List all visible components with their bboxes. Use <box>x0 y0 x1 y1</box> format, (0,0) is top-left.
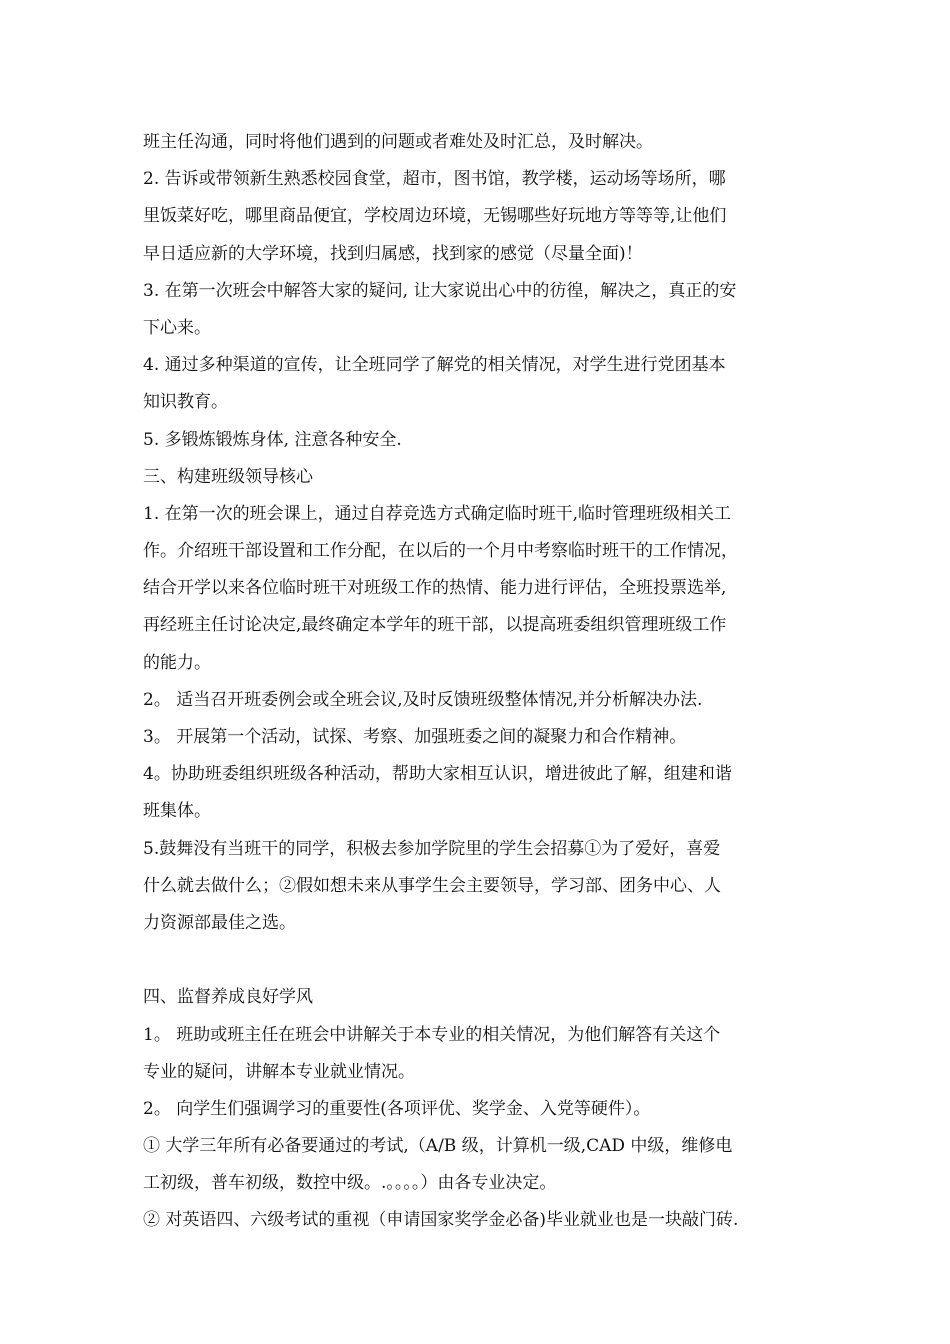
list-item-2: 2。 适当召开班委例会或全班会议,及时反馈班级整体情况,并分析解决办法. <box>143 689 703 710</box>
list-item-3: 3. 在第一次班会中解答大家的疑问, 让大家说出心中的彷徨，解决之，真正的安 <box>143 280 737 301</box>
list-item-5: 5. 多锻炼锻炼身体, 注意各种安全. <box>143 429 402 450</box>
blank-line <box>143 942 833 979</box>
list-item-1: 1. 在第一次的班会课上，通过自荐竞选方式确定临时班干,临时管理班级相关工 <box>143 503 732 524</box>
text-line: 的能力。 <box>143 652 211 673</box>
list-item-1: 1。 班助或班主任在班会中讲解关于本专业的相关情况，为他们解答有关这个 <box>143 1024 721 1045</box>
text-line: 专业的疑问，讲解本专业就业情况。 <box>143 1061 415 1082</box>
text-line: 早日适应新的大学环境，找到归属感，找到家的感觉（尽量全面)！ <box>143 243 643 264</box>
sub-item-2: ② 对英语四、六级考试的重视（申请国家奖学金必备)毕业就业也是一块敲门砖. <box>143 1210 739 1231</box>
list-item-4: 4。协助班委组织班级各种活动，帮助大家相互认识，增进彼此了解，组建和谐 <box>143 764 732 785</box>
text-line: 下心来。 <box>143 317 211 338</box>
section-heading-4: 四、监督养成良好学风 <box>143 987 313 1008</box>
text-line: 班集体。 <box>143 801 211 822</box>
list-item-5: 5.鼓舞没有当班干的同学，积极去参加学院里的学生会招募①为了爱好，喜爱 <box>143 838 721 859</box>
text-line: 什么就去做什么；②假如想未来从事学生会主要领导，学习部、团务中心、人 <box>143 875 721 896</box>
list-item-4: 4. 通过多种渠道的宣传，让全班同学了解党的相关情况，对学生进行党团基本 <box>143 355 726 376</box>
text-line: 知识教育。 <box>143 392 228 413</box>
document-body <box>143 124 833 1240</box>
list-item-2: 2. 告诉或带领新生熟悉校园食堂，超市，图书馆，教学楼，运动场等场所，哪 <box>143 169 726 190</box>
sub-item-1: ① 大学三年所有必备要通过的考试,（A/B 级，计算机一级,CAD 中级，维修电 <box>143 1136 733 1157</box>
text-line: 里饭菜好吃，哪里商品便宜，学校周边环境，无锡哪些好玩地方等等等,让他们 <box>143 206 727 227</box>
section-heading-3: 三、构建班级领导核心 <box>143 466 313 487</box>
text-line: 结合开学以来各位临时班干对班级工作的热情、能力进行评估，全班投票选举, <box>143 578 727 599</box>
list-item-3: 3。 开展第一个活动，试探、考察、加强班委之间的凝聚力和合作精神。 <box>143 727 687 747</box>
list-item-2: 2。 向学生们强调学习的重要性(各项评优、奖学金、入党等硬件）。 <box>143 1098 651 1119</box>
text-line: 工初级，普车初级，数控中级。.。。。。）由各专业决定。 <box>143 1173 557 1194</box>
text-line: 班主任沟通，同时将他们遇到的问题或者难处及时汇总，及时解决。 <box>143 132 653 152</box>
text-line: 力资源部最佳之选。 <box>143 912 296 933</box>
text-line: 作。介绍班干部设置和工作分配，在以后的一个月中考察临时班干的工作情况， <box>143 541 738 562</box>
text-line: 再经班主任讨论决定,最终确定本学年的班干部，以提高班委组织管理班级工作 <box>143 615 727 636</box>
